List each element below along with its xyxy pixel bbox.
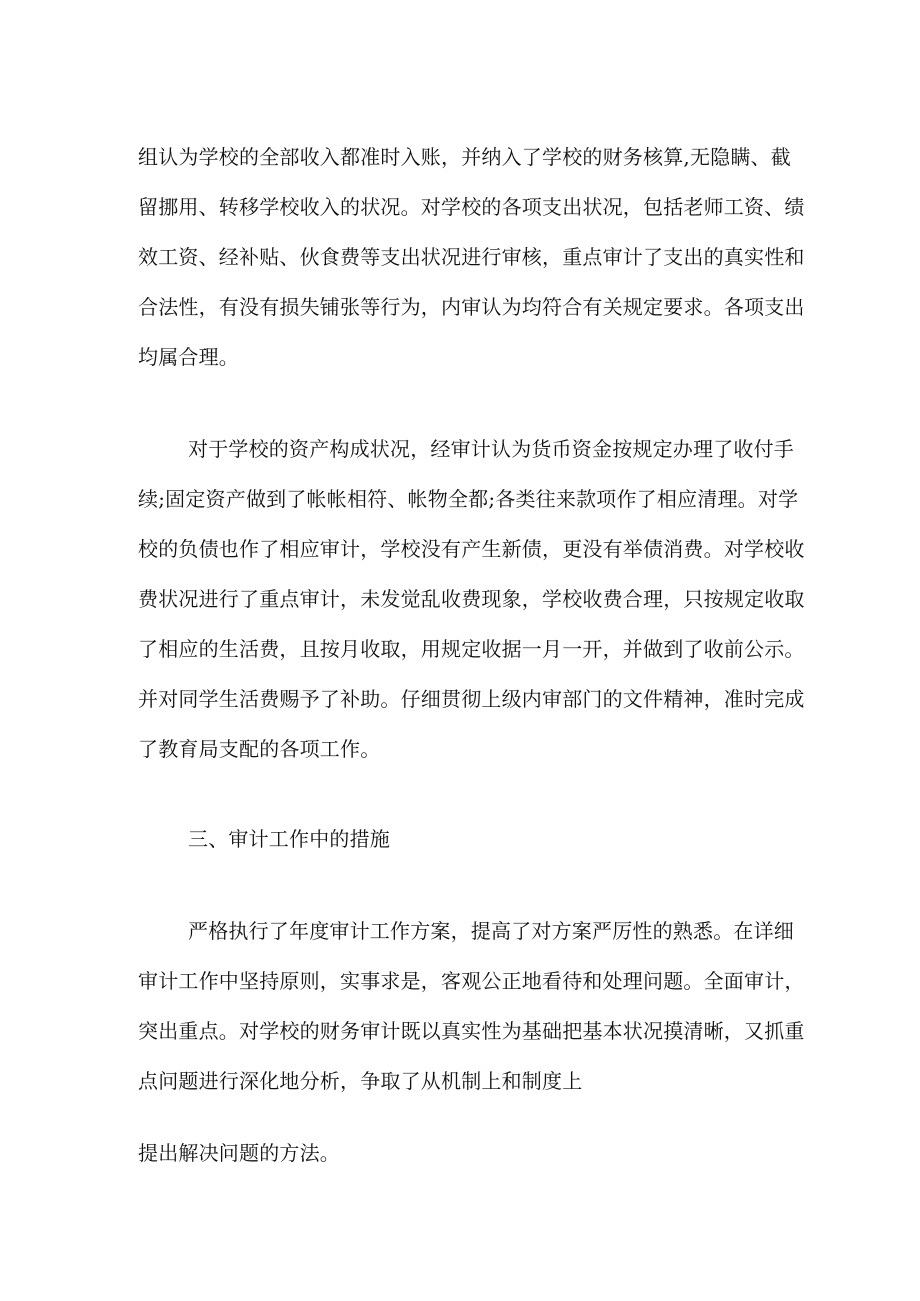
paragraph-1-line-2: 留挪用、转移学校收入的状况。对学校的各项支出状况，包括老师工资、绩: [138, 195, 805, 219]
paragraph-1-line-3: 效工资、经补贴、伙食费等支出状况进行审核，重点审计了支出的真实性和: [138, 245, 805, 269]
paragraph-2-line-3: 校的负债也作了相应审计，学校没有产生新债，更没有举债消费。对学校收: [138, 537, 805, 561]
paragraph-2-line-6: 并对同学生活费赐予了补助。仔细贯彻上级内审部门的文件精神，准时完成: [138, 687, 805, 711]
paragraph-2-line-1: 对于学校的资产构成状况，经审计认为货币资金按规定办理了收付手: [188, 437, 794, 461]
paragraph-3-line-1: 严格执行了年度审计工作方案，提高了对方案严厉性的熟悉。在详细: [188, 919, 794, 943]
paragraph-2-line-4: 费状况进行了重点审计，未发觉乱收费现象，学校收费合理，只按规定收取: [138, 587, 805, 611]
section-heading: 三、审计工作中的措施: [188, 827, 390, 851]
paragraph-4-line-1: 提出解决问题的方法。: [138, 1141, 340, 1165]
paragraph-1-line-5: 均属合理。: [138, 345, 239, 369]
paragraph-2-line-5: 了相应的生活费，且按月收取，用规定收据一月一开，并做到了收前公示。: [138, 637, 805, 661]
paragraph-2-line-2: 续;固定资产做到了帐帐相符、帐物全都;各类往来款项作了相应清理。对学: [138, 487, 799, 511]
paragraph-1-line-4: 合法性，有没有损失铺张等行为，内审认为均符合有关规定要求。各项支出: [138, 295, 805, 319]
paragraph-2-line-7: 了教育局支配的各项工作。: [138, 737, 381, 761]
paragraph-3-line-3: 突出重点。对学校的财务审计既以真实性为基础把基本状况摸清晰，又抓重: [138, 1019, 805, 1043]
paragraph-3-line-4: 点问题进行深化地分析，争取了从机制上和制度上: [138, 1069, 583, 1093]
paragraph-1-line-1: 组认为学校的全部收入都准时入账，并纳入了学校的财务核算,无隐瞒、截: [138, 145, 791, 169]
paragraph-3-line-2: 审计工作中坚持原则，实事求是，客观公正地看待和处理问题。全面审计，: [138, 969, 805, 993]
